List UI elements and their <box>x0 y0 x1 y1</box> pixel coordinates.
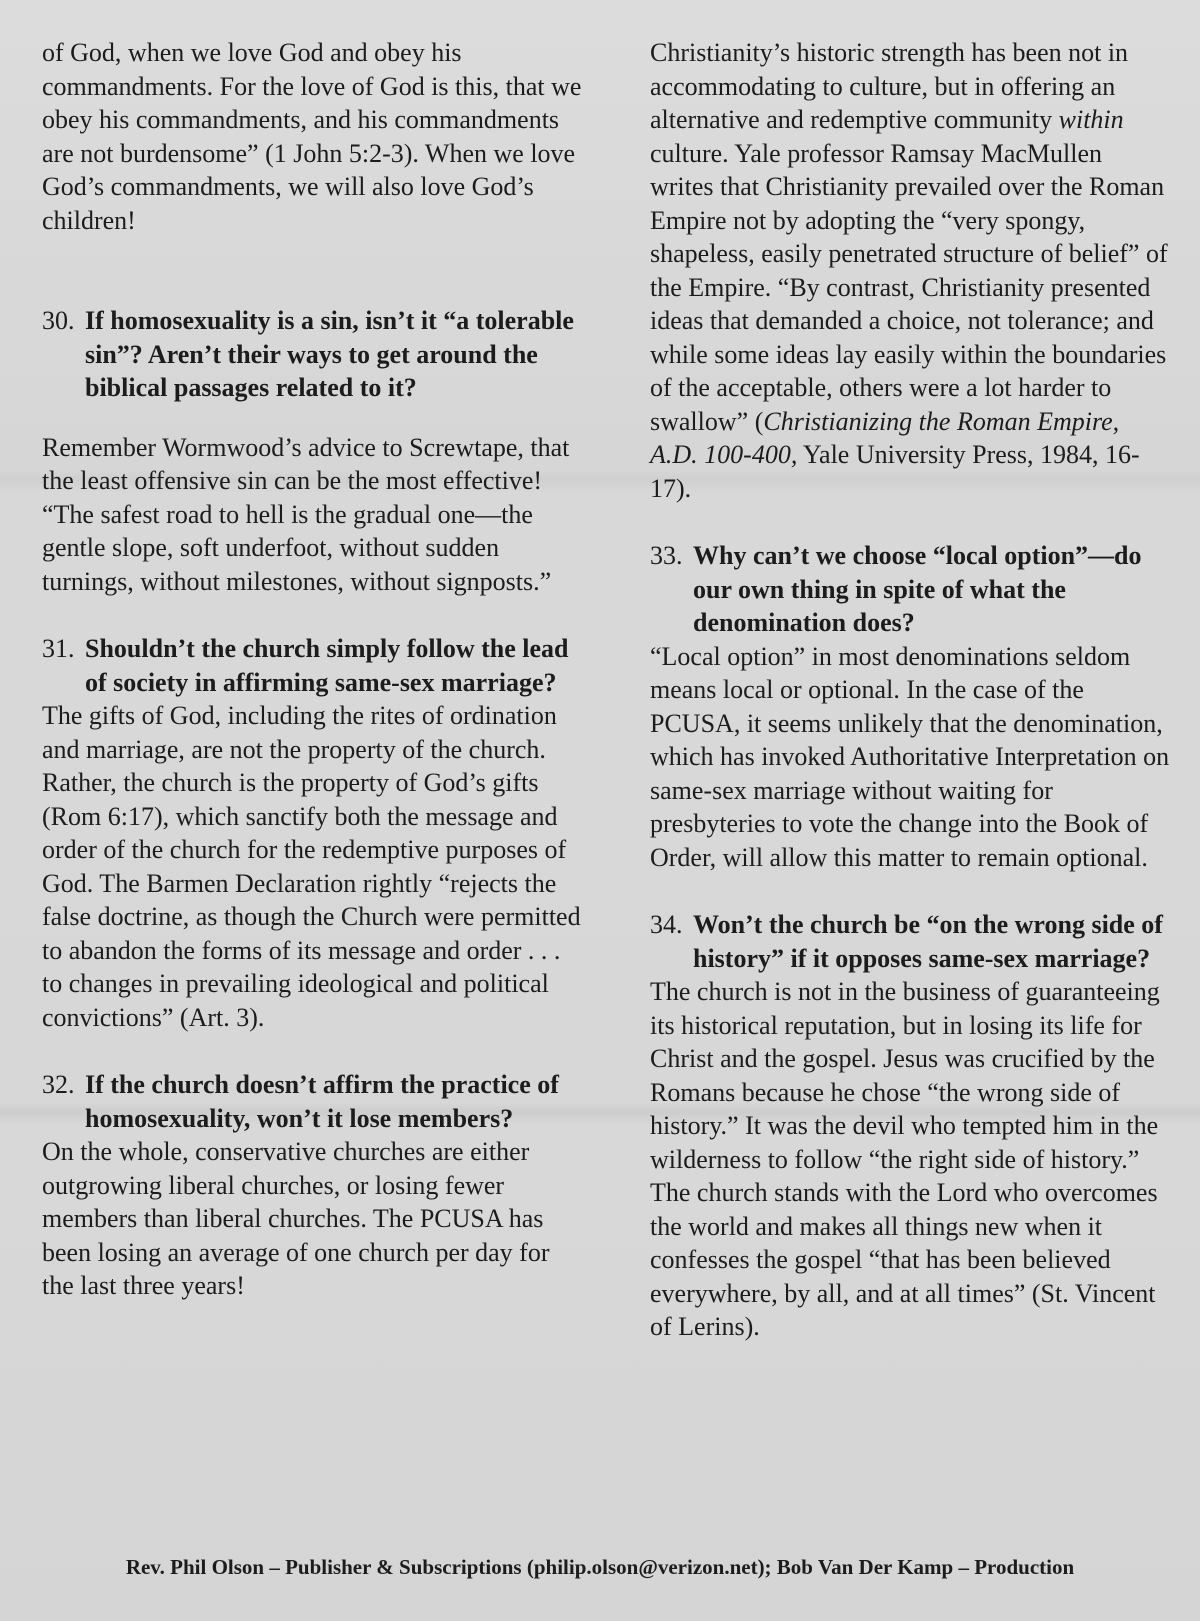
question-31-answer: The gifts of God, including the rites of ordination and marriage, are not the property of the church. Rather, the church is the property of God’s gifts (Rom 6:17), which sanctify both the message and order of the church for the redemptive purposes of God. The Barmen Declaration rightly “rejects the false doctrine, as though the Church were permitted to abandon the forms of its message and order . . . to changes in prevailing ideological and political convictions” (Art. 3). <box>42 701 581 1032</box>
question-31-number: 31. <box>42 634 75 663</box>
question-31-heading <box>42 632 587 699</box>
question-34-number: 34. <box>650 910 683 939</box>
question-34-title: Won’t the church be “on the wrong side of history” if it opposes same-sex marriage? <box>693 910 1163 973</box>
question-30-heading <box>42 304 587 405</box>
left-column <box>42 36 587 1303</box>
question-30-title: If homosexuality is a sin, isn’t it “a tolerable sin”? Aren’t their ways to get around the biblical passages related to it? <box>85 306 574 402</box>
question-33-heading <box>650 539 1170 640</box>
question-32-title: If the church doesn’t affirm the practice of homosexuality, won’t it lose members? <box>85 1070 559 1133</box>
question-33-answer: “Local option” in most denominations seldom means local or optional. In the case of the PCUSA, it seems unlikely that the denomination, which has invoked Authoritative Interpretation on same-sex marriage without waiting for presbyteries to vote the change into the Book of Order, will allow this matter to remain optional. <box>650 641 1170 872</box>
right-intro-text-b: culture. Yale professor Ramsay MacMullen writes that Christianity prevailed over the Roman Empire not by adopting the “very spongy, shapeless, easily penetrated structure of belief” of the Empire. “By contrast, Christianity presented ideas that demanded a choice, not tolerance; and while some ideas lay easily within the boundaries of the acceptable, others were a lot harder to swallow” ( <box>650 138 1168 436</box>
footer-credits: Rev. Phil Olson – Publisher & Subscriptions (philip.olson@verizon.net); Bob Van Der Kamp – Production <box>125 1555 1075 1579</box>
question-32-heading <box>42 1068 587 1135</box>
question-33-title: Why can’t we choose “local option”—do our own thing in spite of what the denomination does? <box>693 541 1142 637</box>
question-30-answer: Remember Wormwood’s advice to Screwtape, that the least offensive sin can be the most effective! “The safest road to hell is the gradual one—the gentle slope, soft underfoot, without sudden turnings, without milestones, without signposts.” <box>42 432 570 596</box>
right-column <box>650 36 1170 1344</box>
question-32-answer: On the whole, conservative churches are either outgrowing liberal churches, or losing fewer members than liberal churches. The PCUSA has been losing an average of one church per day for the last three years! <box>42 1137 550 1300</box>
right-intro-text-c: Yale University Press, 1984, 16-17). <box>650 440 1140 503</box>
right-intro-paragraph <box>650 36 1170 505</box>
question-34-answer: The church is not in the business of guaranteeing its historical reputation, but in losing its life for Christ and the gospel. Jesus was crucified by the Romans because he chose “the wrong side of history.” It was the devil who tempted him in the wilderness to follow “the right side of history.” The church stands with the Lord who overcomes the world and makes all things new when it confesses the gospel “that has been believed everywhere, by all, and at all times” (St. Vincent of Lerins). <box>650 977 1160 1341</box>
left-intro-paragraph: of God, when we love God and obey his commandments. For the love of God is this, that we obey his commandments, and his commandments are not burdensome” (1 John 5:2-3). When we love God’s commandments, we will also love God’s children! <box>42 38 582 235</box>
right-intro-emphasis: within <box>1058 105 1124 134</box>
book-title: Christianizing the Roman Empire, A.D. 100-400, <box>650 406 1120 469</box>
question-31-title: Shouldn’t the church simply follow the lead of society in affirming same-sex marriage? <box>85 634 569 697</box>
question-30-number: 30. <box>42 306 75 335</box>
question-32-number: 32. <box>42 1070 75 1099</box>
question-33-number: 33. <box>650 541 683 570</box>
question-34-heading <box>650 908 1170 975</box>
right-intro-text-a: Christianity’s historic strength has been not in accommodating to culture, but in offering an alternative and redemptive community <box>650 38 1129 134</box>
